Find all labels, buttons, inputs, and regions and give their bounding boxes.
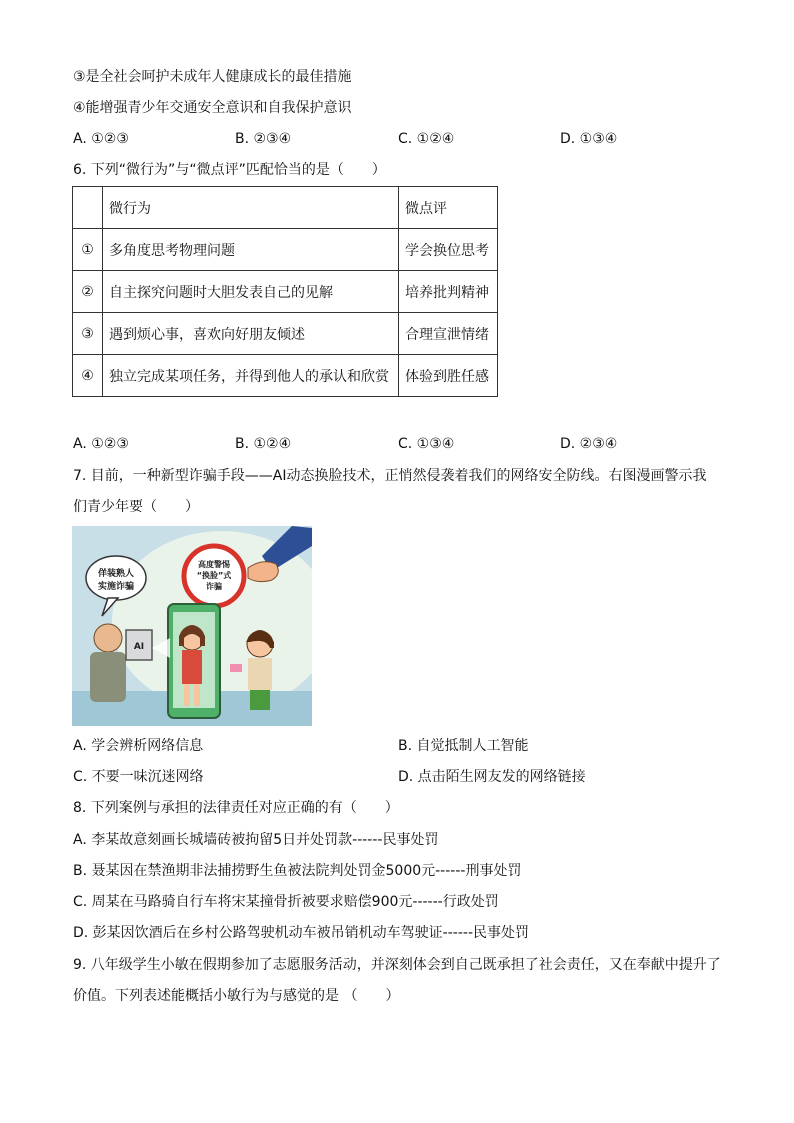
bubble-text-1: 佯装熟人 — [97, 569, 135, 579]
ai-face-swap-cartoon — [72, 526, 312, 726]
q6-option-a: A. ①②③ — [73, 436, 129, 452]
q8-stem: 8. 下列案例与承担的法律责任对应正确的有（ ） — [73, 800, 399, 816]
table-cell: ① — [73, 229, 103, 271]
table-cell: 自主探究问题时大胆发表自己的见解 — [103, 271, 399, 313]
bubble-text-2: 实施诈骗 — [97, 582, 135, 592]
q6-option-c: C. ①③④ — [398, 436, 455, 452]
table-cell: ④ — [73, 355, 103, 397]
table-cell: ③ — [73, 313, 103, 355]
table-header-behavior: 微行为 — [103, 187, 399, 229]
table-row — [73, 187, 498, 229]
q5-item-3: ③是全社会呵护未成年人健康成长的最佳措施 — [73, 69, 352, 85]
q8-option-b: B. 聂某因在禁渔期非法捕捞野生鱼被法院判处罚金5000元------刑事处罚 — [73, 863, 522, 879]
table-row — [73, 271, 498, 313]
q8-option-d: D. 彭某因饮酒后在乡村公路驾驶机动车被吊销机动车驾驶证------民事处罚 — [73, 925, 529, 941]
table-cell: 独立完成某项任务，并得到他人的承认和欣赏 — [103, 355, 399, 397]
sign-text-3: 诈骗 — [206, 582, 222, 591]
q7-option-d: D. 点击陌生网友发的网络链接 — [398, 769, 586, 785]
q7-option-a: A. 学会辨析网络信息 — [73, 738, 204, 754]
table-row — [73, 313, 498, 355]
table-cell: 合理宣泄情绪 — [399, 313, 498, 355]
table-cell: 多角度思考物理问题 — [103, 229, 399, 271]
q6-match-table — [72, 186, 498, 397]
q6-option-b: B. ①②④ — [235, 436, 292, 452]
table-cell: ② — [73, 271, 103, 313]
sign-text-2: “换脸”式 — [196, 571, 232, 580]
table-cell — [73, 187, 103, 229]
q5-option-c: C. ①②④ — [398, 131, 455, 147]
q7-option-c: C. 不要一味沉迷网络 — [73, 769, 204, 785]
laptop-ai-label: AI — [133, 642, 145, 652]
q9-stem-line-2: 价值。下列表述能概括小敏行为与感觉的是 （ ） — [73, 988, 400, 1004]
q8-option-a: A. 李某故意刻画长城墙砖被拘留5日并处罚款------民事处罚 — [73, 832, 439, 848]
q8-option-c: C. 周某在马路骑自行车将宋某撞骨折被要求赔偿900元------行政处罚 — [73, 894, 499, 910]
table-cell: 培养批判精神 — [399, 271, 498, 313]
sign-text-1: 高度警惕 — [198, 560, 230, 569]
table-row — [73, 229, 498, 271]
q7-option-b: B. 自觉抵制人工智能 — [398, 738, 529, 754]
q5-option-b: B. ②③④ — [235, 131, 292, 147]
q7-stem-line-2: 们青少年要（ ） — [73, 499, 199, 515]
table-cell: 体验到胜任感 — [399, 355, 498, 397]
q5-option-a: A. ①②③ — [73, 131, 129, 147]
q6-stem: 6. 下列“微行为”与“微点评”匹配恰当的是（ ） — [73, 162, 386, 178]
q6-option-d: D. ②③④ — [560, 436, 618, 452]
table-cell: 学会换位思考 — [399, 229, 498, 271]
table-row — [73, 355, 498, 397]
q7-stem-line-1: 7. 目前，一种新型诈骗手段——AI动态换脸技术，正悄然侵袭着我们的网络安全防线。右图漫画警示我 — [73, 468, 707, 484]
table-header-comment: 微点评 — [399, 187, 498, 229]
q5-option-d: D. ①③④ — [560, 131, 618, 147]
q9-stem-line-1: 9. 八年级学生小敏在假期参加了志愿服务活动，并深刻体会到自己既承担了社会责任，又在奉献中提升了 — [73, 957, 721, 973]
q5-item-4: ④能增强青少年交通安全意识和自我保护意识 — [73, 100, 352, 116]
table-cell: 遇到烦心事，喜欢向好朋友倾述 — [103, 313, 399, 355]
